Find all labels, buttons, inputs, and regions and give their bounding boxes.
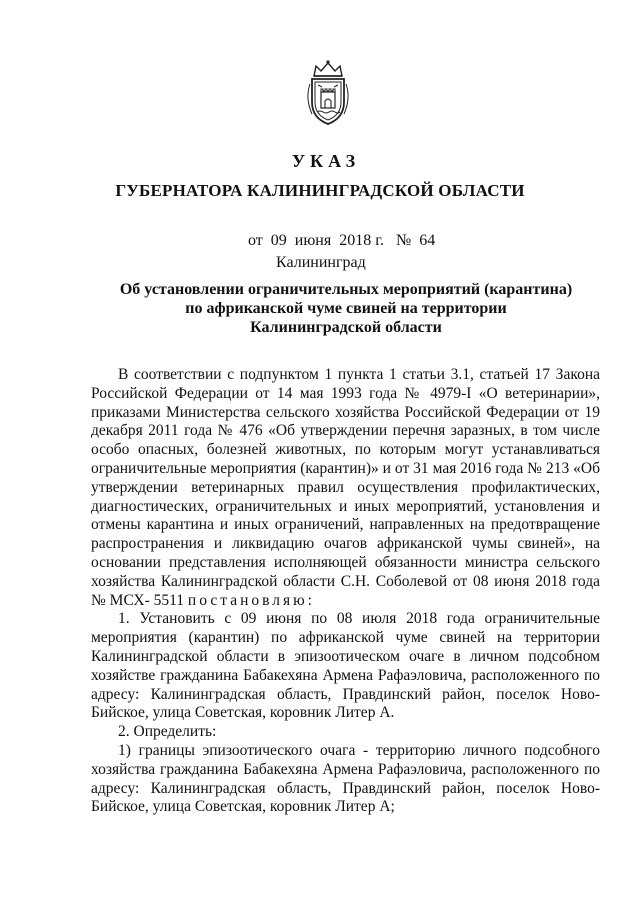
preamble-text: В соответствии с подпунктом 1 пункта 1 статьи 3.1, статьей 17 Закона Российской Федерации от 14 мая 1993 года № 4979-I «О ветеринарии», приказами Министерства сельского хозяйства Российской Федерации от 19 декабря 2011 года № 476 «Об утверждении перечня заразных, в том числе особо опасных, болезней животных, по которым могут устанавливаться ограничительные мероприятия (карантин)» и от 31 мая 2016 года № 213 «Об утверждении ветеринарных правил осуществления профилактических, диагностических, ограничительных и иных мероприятий, установления и отмены карантина и иных ограничений, направленных на предотвращение распространения и ликвидацию очагов африканской чумы свиней», на основании представления исполняющей обязанности министра сельского хозяйства Калининградской области С.Н. Соболевой от 08 июня 2018 года № МСХ- 5511 — [91, 366, 600, 609]
item-2-paragraph: 2. Определить: — [118, 723, 217, 741]
decree-subject — [116, 280, 576, 337]
preamble-paragraph — [91, 366, 600, 610]
kaliningrad-coat-of-arms-icon — [300, 58, 356, 128]
item-2-1-paragraph: 1) границы эпизоотического очага - территорию личного подсобного хозяйства гражданина Бабакехяна Армена Рафаэловича, расположенного по адресу: Калининградская область, Правдинский район, поселок Ново-Бийское, улица Советская, коровник Литер А; — [91, 741, 600, 816]
subject-line-3: Калининградской области — [250, 319, 442, 336]
document-type-title: УКАЗ — [291, 151, 361, 171]
decree-word: постановляю: — [187, 591, 315, 609]
issuer-title: ГУБЕРНАТОРА КАЛИНИНГРАДСКОЙ ОБЛАСТИ — [115, 181, 525, 200]
date-and-number: от 09 июня 2018 г. № 64 — [248, 232, 436, 249]
city-name: Калининград — [276, 254, 366, 271]
subject-line-1: Об установлении ограничительных мероприятий (карантина) — [119, 281, 573, 298]
subject-line-2: по африканской чуме свиней на территории — [185, 300, 507, 317]
item-1-paragraph: 1. Установить с 09 июня по 08 июля 2018 года ограничительные мероприятия (карантин) по африканской чуме свиней на территории Калининградской области в эпизоотическом очаге в личном подсобном хозяйстве гражданина Бабакехяна Армена Рафаэловича, расположенного по адресу: Калининградская область, Правдинский район, поселок Ново-Бийское, улица Советская, коровник Литер А. — [91, 610, 600, 722]
decree-body — [91, 366, 600, 817]
